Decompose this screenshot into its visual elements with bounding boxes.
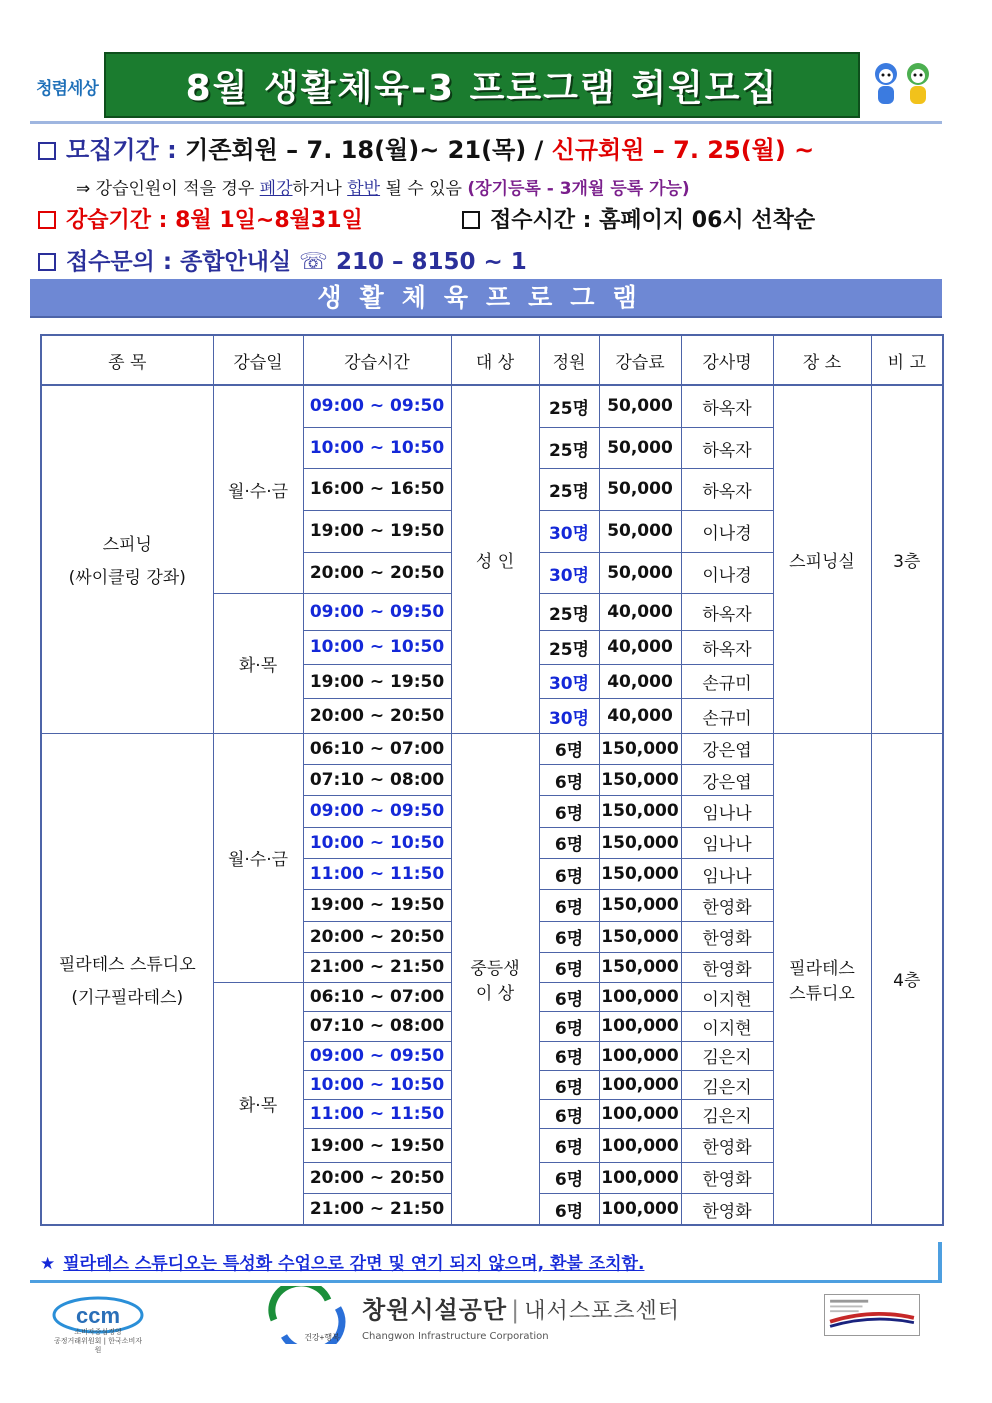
class-days: 화·목 (213, 983, 303, 1225)
capacity: 6명 (539, 1012, 599, 1041)
tuition-fee: 150,000 (599, 890, 681, 921)
instructor-name: 하옥자 (681, 594, 773, 630)
instructor-name: 김은지 (681, 1100, 773, 1129)
capacity: 6명 (539, 1162, 599, 1193)
class-time: 11:00 ~ 11:50 (303, 858, 451, 889)
class-days: 월·수·금 (213, 733, 303, 982)
program-title: 스피닝 (102, 535, 152, 556)
capacity: 6명 (539, 890, 599, 921)
class-time: 06:10 ~ 07:00 (303, 733, 451, 764)
capacity: 6명 (539, 921, 599, 952)
capacity: 6명 (539, 983, 599, 1012)
instructor-name: 이나경 (681, 553, 773, 594)
table-body (41, 385, 943, 1225)
instructor-name: 임나나 (681, 858, 773, 889)
recruit-existing: 기존회원 – 7. 18(월)~ 21(목) (185, 136, 527, 164)
class-time: 10:00 ~ 10:50 (303, 630, 451, 664)
program-name (41, 385, 213, 733)
capacity: 30명 (539, 665, 599, 699)
capacity: 25명 (539, 630, 599, 664)
program-title: 필라테스 스튜디오 (58, 954, 196, 975)
capacity: 25명 (539, 594, 599, 630)
header-program: 종 목 (41, 335, 213, 385)
capacity: 30명 (539, 510, 599, 552)
title-divider (30, 121, 942, 124)
capacity: 6명 (539, 733, 599, 764)
instructor-name: 강은엽 (681, 765, 773, 796)
table-row (41, 385, 943, 427)
checkbox-icon (38, 142, 56, 160)
corporation-slogan: 건강+행복 (304, 1333, 340, 1342)
floor-note: 3층 (871, 385, 943, 733)
tuition-fee: 100,000 (599, 1100, 681, 1129)
corporation-english-name: Changwon Infrastructure Corporation (362, 1331, 549, 1342)
class-time: 09:00 ~ 09:50 (303, 1041, 451, 1070)
class-time: 19:00 ~ 19:50 (303, 665, 451, 699)
capacity: 25명 (539, 427, 599, 468)
class-time: 09:00 ~ 09:50 (303, 594, 451, 630)
center-name: 내서스포츠센터 (524, 1299, 680, 1324)
recruit-new: 신규회원 – 7. 25(월) ~ (551, 136, 815, 164)
tuition-fee: 150,000 (599, 765, 681, 796)
instructor-name: 이지현 (681, 1012, 773, 1041)
class-time: 19:00 ~ 19:50 (303, 510, 451, 552)
capacity: 25명 (539, 385, 599, 427)
class-time: 20:00 ~ 20:50 (303, 921, 451, 952)
class-days: 화·목 (213, 594, 303, 733)
program-table (40, 334, 944, 1226)
class-period: 강습기간 : 8월 1일~8월31일 (38, 203, 363, 234)
floor-note: 4층 (871, 733, 943, 1225)
header-capacity: 정원 (539, 335, 599, 385)
instructor-name: 하옥자 (681, 469, 773, 510)
reception-time: 접수시간 : 홈페이지 06시 선착순 (462, 203, 815, 234)
class-time: 20:00 ~ 20:50 (303, 699, 451, 733)
section-divider (30, 316, 942, 318)
instructor-name: 임나나 (681, 796, 773, 827)
tuition-fee: 50,000 (599, 385, 681, 427)
instructor-name: 이지현 (681, 983, 773, 1012)
mascot-icon (868, 56, 938, 112)
target-group: 중등생 이 상 (451, 733, 539, 1225)
class-time: 20:00 ~ 20:50 (303, 553, 451, 594)
header-fee: 강습료 (599, 335, 681, 385)
tuition-fee: 150,000 (599, 827, 681, 858)
class-time: 21:00 ~ 21:50 (303, 1194, 451, 1225)
capacity: 6명 (539, 765, 599, 796)
class-time: 21:00 ~ 21:50 (303, 952, 451, 982)
capacity: 30명 (539, 699, 599, 733)
class-time: 11:00 ~ 11:50 (303, 1100, 451, 1129)
page-title: 8월 생활체육-3 프로그램 회원모집 (185, 67, 779, 109)
instructor-name: 한영화 (681, 1194, 773, 1225)
instructor-name: 손규미 (681, 699, 773, 733)
class-time: 07:10 ~ 08:00 (303, 765, 451, 796)
header-instructor: 강사명 (681, 335, 773, 385)
tuition-fee: 100,000 (599, 1041, 681, 1070)
class-time: 16:00 ~ 16:50 (303, 469, 451, 510)
tuition-fee: 100,000 (599, 1129, 681, 1162)
checkbox-icon (462, 211, 480, 229)
instructor-name: 김은지 (681, 1070, 773, 1099)
tuition-fee: 40,000 (599, 594, 681, 630)
corporation-logo-icon (266, 1286, 346, 1344)
notice-divider (30, 1280, 942, 1283)
integrity-logo: 청렴세상 (36, 79, 98, 99)
class-time: 19:00 ~ 19:50 (303, 890, 451, 921)
table-header-row (41, 335, 943, 385)
header-location: 장 소 (773, 335, 871, 385)
title-banner (104, 52, 860, 118)
program-name (41, 733, 213, 1225)
class-days: 월·수·금 (213, 385, 303, 594)
certification-badge-icon (824, 1294, 920, 1336)
corporation-name: 창원시설공단 | 내서스포츠센터 (362, 1296, 680, 1324)
instructor-name: 손규미 (681, 665, 773, 699)
ccm-caption: 소비자중심경영 공정거래위원회 | 한국소비자원 (54, 1328, 142, 1354)
class-time: 19:00 ~ 19:50 (303, 1129, 451, 1162)
instructor-name: 한영화 (681, 890, 773, 921)
capacity: 6명 (539, 1129, 599, 1162)
class-time: 20:00 ~ 20:50 (303, 1162, 451, 1193)
program-subtitle: (기구필라테스) (71, 987, 184, 1008)
capacity: 6명 (539, 796, 599, 827)
tuition-fee: 150,000 (599, 952, 681, 982)
instructor-name: 하옥자 (681, 427, 773, 468)
tuition-fee: 40,000 (599, 630, 681, 664)
section-title: 생활체육프로그램 (30, 279, 942, 316)
location: 스피닝실 (773, 385, 871, 733)
tuition-fee: 50,000 (599, 553, 681, 594)
tuition-fee: 100,000 (599, 1194, 681, 1225)
tuition-fee: 150,000 (599, 733, 681, 764)
tuition-fee: 50,000 (599, 469, 681, 510)
tuition-fee: 40,000 (599, 665, 681, 699)
header-target: 대 상 (451, 335, 539, 385)
notice-divider-vertical (938, 1242, 942, 1280)
instructor-name: 하옥자 (681, 385, 773, 427)
program-subtitle: (싸이클링 강좌) (68, 568, 186, 589)
tuition-fee: 100,000 (599, 1012, 681, 1041)
instructor-name: 강은엽 (681, 733, 773, 764)
header-time: 강습시간 (303, 335, 451, 385)
capacity: 6명 (539, 827, 599, 858)
instructor-name: 김은지 (681, 1041, 773, 1070)
tuition-fee: 150,000 (599, 921, 681, 952)
class-time: 09:00 ~ 09:50 (303, 385, 451, 427)
tuition-fee: 100,000 (599, 983, 681, 1012)
class-time: 09:00 ~ 09:50 (303, 796, 451, 827)
tuition-fee: 150,000 (599, 858, 681, 889)
class-time: 06:10 ~ 07:00 (303, 983, 451, 1012)
ccm-logo-text: ccm (75, 1303, 121, 1328)
capacity: 30명 (539, 553, 599, 594)
class-time: 10:00 ~ 10:50 (303, 1070, 451, 1099)
capacity: 6명 (539, 1100, 599, 1129)
tuition-fee: 100,000 (599, 1070, 681, 1099)
instructor-name: 임나나 (681, 827, 773, 858)
recruit-period: 모집기간 : 기존회원 – 7. 18(월)~ 21(목) / 신규회원 – 7. 25(월) ~ (38, 130, 814, 165)
refund-notice: ★ 필라테스 스튜디오는 특성화 수업으로 감면 및 연기 되지 않으며, 환불 조치함. (40, 1254, 645, 1274)
capacity: 6명 (539, 1041, 599, 1070)
tuition-fee: 150,000 (599, 796, 681, 827)
instructor-name: 이나경 (681, 510, 773, 552)
header-days: 강습일 (213, 335, 303, 385)
capacity: 6명 (539, 952, 599, 982)
target-group: 성 인 (451, 385, 539, 733)
class-time: 10:00 ~ 10:50 (303, 827, 451, 858)
capacity: 25명 (539, 469, 599, 510)
tuition-fee: 50,000 (599, 427, 681, 468)
table-row (41, 733, 943, 764)
instructor-name: 한영화 (681, 1162, 773, 1193)
closing-note: ⇒ 강습인원이 적을 경우 폐강하거나 합반 될 수 있음 (장기등록 - 3개월 등록 가능) (76, 179, 690, 199)
capacity: 6명 (539, 858, 599, 889)
location: 필라테스 스튜디오 (773, 733, 871, 1225)
instructor-name: 한영화 (681, 921, 773, 952)
checkbox-icon (38, 211, 56, 229)
class-time: 10:00 ~ 10:50 (303, 427, 451, 468)
header-note: 비 고 (871, 335, 943, 385)
capacity: 6명 (539, 1070, 599, 1099)
tuition-fee: 100,000 (599, 1162, 681, 1193)
tuition-fee: 40,000 (599, 699, 681, 733)
class-time: 07:10 ~ 08:00 (303, 1012, 451, 1041)
instructor-name: 하옥자 (681, 630, 773, 664)
tuition-fee: 50,000 (599, 510, 681, 552)
inquiry: 접수문의 : 종합안내실 ☏ 210 – 8150 ~ 1 (38, 243, 527, 276)
instructor-name: 한영화 (681, 1129, 773, 1162)
star-icon: ★ (40, 1254, 56, 1274)
instructor-name: 한영화 (681, 952, 773, 982)
checkbox-icon (38, 253, 56, 271)
capacity: 6명 (539, 1194, 599, 1225)
